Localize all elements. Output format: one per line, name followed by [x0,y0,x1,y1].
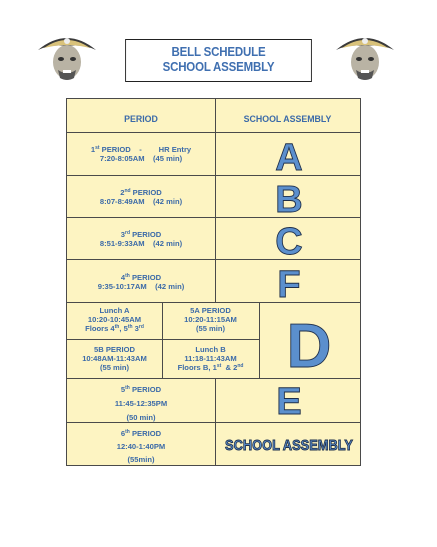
letter-c: C [275,221,303,263]
column-header-school-assembly: SCHOOL ASSEMBLY [243,114,332,124]
column-header-period: PERIOD [124,114,158,124]
schedule-table [66,98,361,466]
letter-d: D [286,312,332,381]
assembly-letters [67,99,362,467]
pirate-mascot-icon [36,28,98,84]
period-6-cell: 6th PERIOD 12:40-1:40PM (55min) [116,429,166,464]
school-assembly-label: SCHOOL ASSEMBLY [225,437,353,454]
period-5a-cell: 5A PERIOD 10:20-11:15AM (55 min) [184,306,237,333]
period-5-cell: 5th PERIOD 11:45-12:35PM (50 min) [114,385,168,422]
period-4-cell: 4th PERIOD 9:35-10:17AM (42 min) [97,273,185,291]
letter-f: F [277,264,301,306]
letter-a: A [275,137,303,179]
period-1-cell: 1st PERIOD - HR Entry 7:20-8:05AM (45 min) [90,145,192,163]
period-3-cell: 3rd PERIOD 8:51-9:33AM (42 min) [99,230,183,248]
page-title [125,39,312,82]
title-line-2: SCHOOL ASSEMBLY [162,60,275,74]
period-2-cell: 2nd PERIOD 8:07-8:49AM (42 min) [99,188,183,206]
letter-e: E [276,381,302,423]
lunch-a-cell: Lunch A 10:20-10:45AM Floors 4th, 5th 3rd [85,306,144,333]
title-line-1: BELL SCHEDULE [171,45,266,59]
lunch-b-cell: Lunch B 11:18-11:43AM Floors B, 1st & 2nd [177,345,244,372]
pirate-mascot-icon [334,28,396,84]
letter-b: B [275,179,303,221]
period-5b-cell: 5B PERIOD 10:48AM-11:43AM (55 min) [82,345,147,372]
